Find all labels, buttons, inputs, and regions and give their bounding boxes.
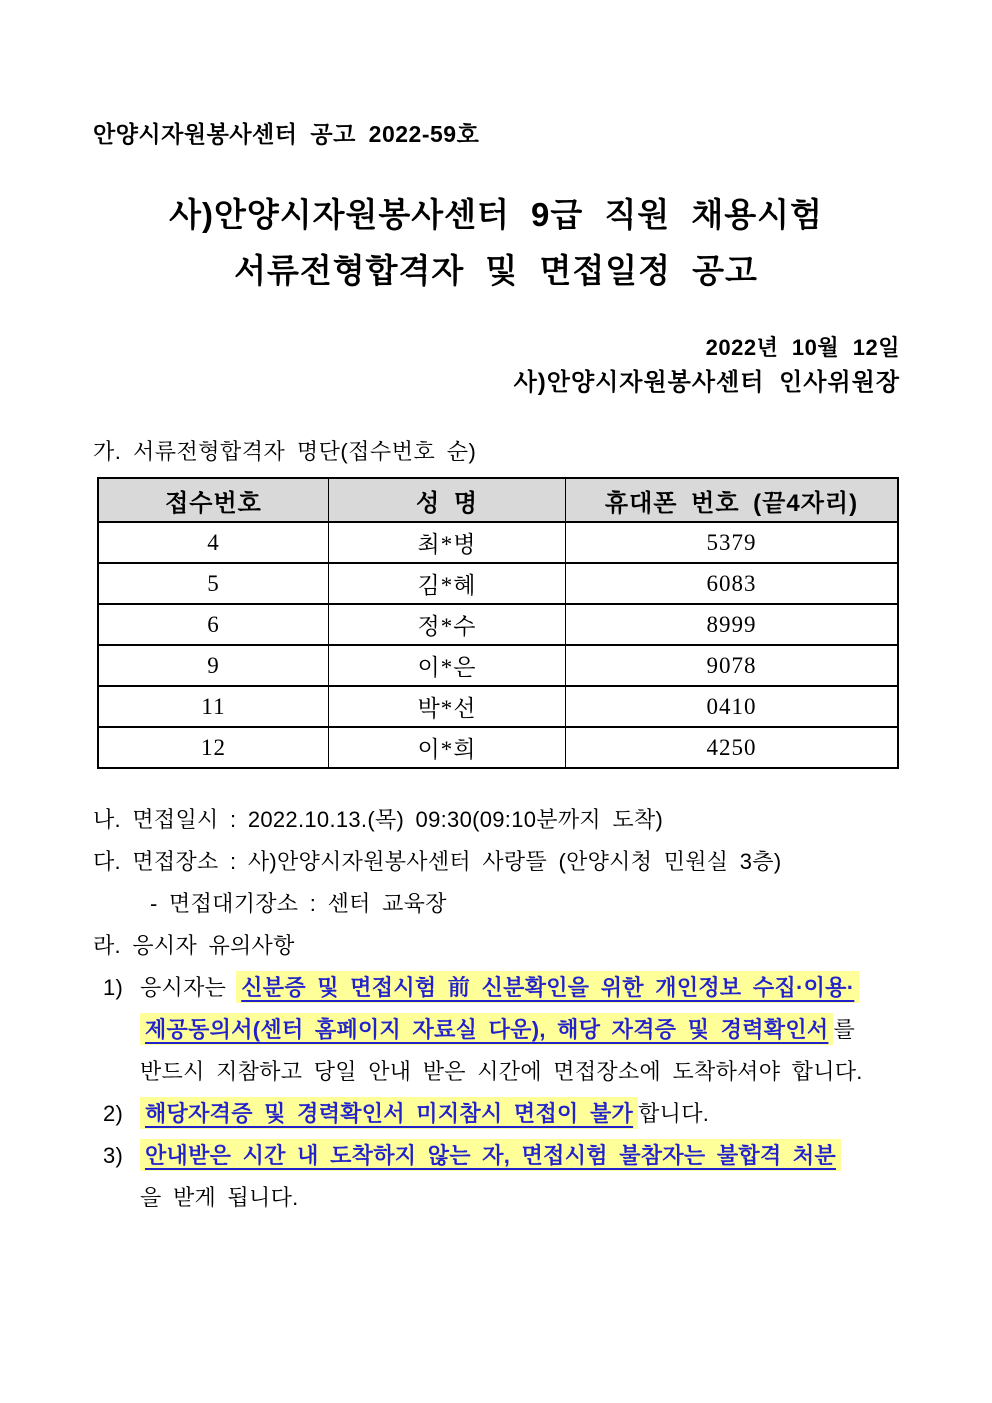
pass-list-table — [97, 477, 899, 769]
table-row — [98, 604, 898, 645]
header-phone: 휴대폰 번호 (끝4자리) — [566, 478, 899, 522]
doc-number: 안양시자원봉사센터 공고 2022-59호 — [93, 121, 480, 147]
signature-block — [0, 331, 900, 401]
note-item3-line2: 을 받게 됩니다. — [140, 1185, 299, 1210]
cell-name: 박*선 — [329, 686, 566, 727]
table-header-row — [98, 478, 898, 522]
page-title-line1: 사)안양시자원봉사센터 9급 직원 채용시험 — [169, 196, 823, 233]
cell-receipt-number: 6 — [98, 604, 329, 645]
note-item1-highlight1: 신분증 및 면접시험 前 신분확인을 위한 개인정보 수집·이용· — [236, 971, 859, 1003]
notes-block — [93, 799, 992, 1219]
cell-name: 김*혜 — [329, 563, 566, 604]
cell-receipt-number: 5 — [98, 563, 329, 604]
page-title — [0, 187, 992, 299]
table-row — [98, 686, 898, 727]
note-item1-number: 1) — [103, 975, 124, 1000]
page-title-line2: 서류전형합격자 및 면접일정 공고 — [234, 252, 758, 289]
note-item3-line1 — [93, 1135, 992, 1177]
note-item2-line — [93, 1093, 992, 1135]
header-receipt-number: 접수번호 — [98, 478, 329, 522]
cell-phone: 5379 — [566, 522, 899, 563]
section-b-line: 나. 면접일시 : 2022.10.13.(목) 09:30(09:10분까지 도착) — [93, 807, 664, 832]
issuer: 사)안양시자원봉사센터 인사위원장 — [513, 369, 900, 396]
cell-name: 이*희 — [329, 727, 566, 768]
cell-phone: 6083 — [566, 563, 899, 604]
note-item1-highlight2: 제공동의서(센터 홈페이지 자료실 다운), 해당 자격증 및 경력확인서 — [140, 1013, 833, 1045]
note-item1-tail2: 를 — [833, 1017, 856, 1042]
table-row — [98, 645, 898, 686]
note-item1-lead: 응시자는 — [140, 975, 227, 1000]
cell-phone: 9078 — [566, 645, 899, 686]
note-item2-number: 2) — [103, 1101, 124, 1126]
note-item2-highlight: 해당자격증 및 경력확인서 미지참시 면접이 불가 — [140, 1097, 638, 1129]
section-d-heading: 라. 응시자 유의사항 — [93, 933, 295, 958]
cell-receipt-number: 12 — [98, 727, 329, 768]
header-name: 성 명 — [329, 478, 566, 522]
section-c-subline: - 면접대기장소 : 센터 교육장 — [150, 891, 447, 916]
cell-phone: 4250 — [566, 727, 899, 768]
table-row — [98, 727, 898, 768]
table-row — [98, 522, 898, 563]
cell-receipt-number: 11 — [98, 686, 329, 727]
section-a-heading: 가. 서류전형합격자 명단(접수번호 순) — [93, 439, 477, 464]
note-item3-number: 3) — [103, 1143, 124, 1168]
cell-name: 이*은 — [329, 645, 566, 686]
note-item3-highlight: 안내받은 시간 내 도착하지 않는 자, 면접시험 불참자는 불합격 처분 — [140, 1139, 841, 1171]
note-item1-line2 — [93, 1009, 992, 1051]
cell-name: 정*수 — [329, 604, 566, 645]
note-item1-line1 — [93, 967, 992, 1009]
announcement-date: 2022년 10월 12일 — [705, 335, 900, 360]
cell-name: 최*병 — [329, 522, 566, 563]
section-c-line: 다. 면접장소 : 사)안양시자원봉사센터 사랑뜰 (안양시청 민원실 3층) — [93, 849, 782, 874]
cell-receipt-number: 9 — [98, 645, 329, 686]
cell-phone: 0410 — [566, 686, 899, 727]
note-item2-tail: 합니다. — [638, 1101, 710, 1126]
cell-phone: 8999 — [566, 604, 899, 645]
note-item1-line3: 반드시 지참하고 당일 안내 받은 시간에 면접장소에 도착하셔야 합니다. — [140, 1059, 863, 1084]
cell-receipt-number: 4 — [98, 522, 329, 563]
table-row — [98, 563, 898, 604]
